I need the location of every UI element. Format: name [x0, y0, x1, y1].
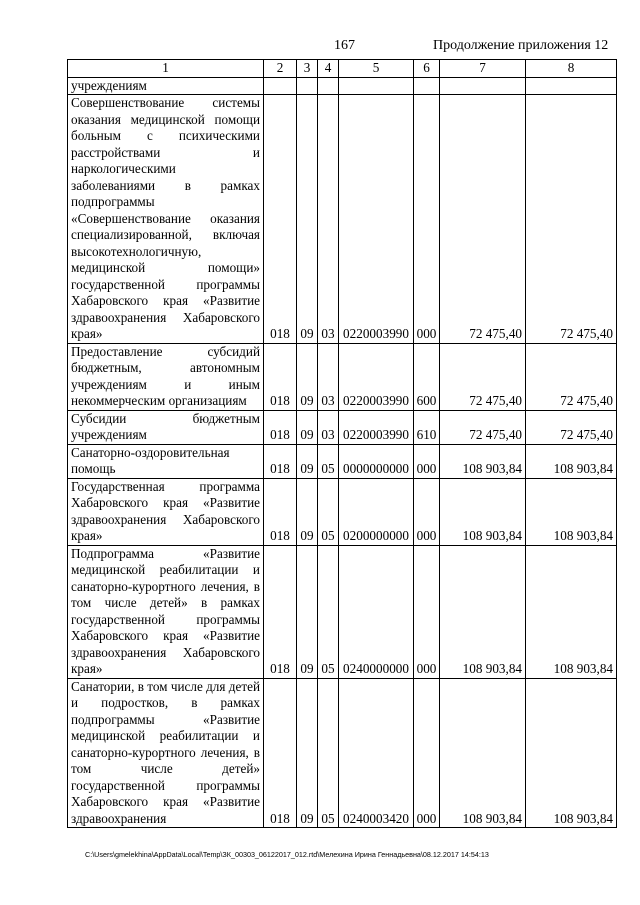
cell-subsection [318, 77, 339, 95]
row-name: Субсидии бюджетным учреждениям [68, 410, 264, 444]
row-name: учреждениям [68, 77, 264, 95]
cell-target-article [339, 77, 414, 95]
cell-section [297, 77, 318, 95]
table-header-row [68, 60, 617, 78]
cell-section: 09 [297, 410, 318, 444]
cell-ministry: 018 [264, 545, 297, 678]
cell-expense-type [414, 77, 440, 95]
column-header-4: 4 [318, 60, 339, 78]
cell-amount-1: 72 475,40 [440, 95, 526, 344]
table-row [68, 678, 617, 828]
cell-subsection: 05 [318, 478, 339, 545]
cell-subsection: 03 [318, 343, 339, 410]
cell-expense-type: 000 [414, 545, 440, 678]
column-header-6: 6 [414, 60, 440, 78]
row-name: Государственная программа Хабаровского края «Развитие здравоохранения Хабаровского края» [68, 478, 264, 545]
row-name: Подпрограмма «Развитие медицинской реабилитации и санаторно-курортного лечения, в том числе детей» в рамках государственной программы Хабаровского края «Развитие здравоохранения Хабаровского края» [68, 545, 264, 678]
cell-section: 09 [297, 95, 318, 344]
column-header-2: 2 [264, 60, 297, 78]
column-header-7: 7 [440, 60, 526, 78]
table-row [68, 343, 617, 410]
cell-ministry: 018 [264, 678, 297, 828]
cell-target-article: 0000000000 [339, 444, 414, 478]
cell-ministry: 018 [264, 343, 297, 410]
cell-section: 09 [297, 478, 318, 545]
row-name: Предоставление субсидий бюджетным, автономным учреждениям и иным некоммерческим организациям [68, 343, 264, 410]
cell-amount-1: 108 903,84 [440, 444, 526, 478]
cell-expense-type: 610 [414, 410, 440, 444]
table-row [68, 77, 617, 95]
cell-target-article: 0200000000 [339, 478, 414, 545]
file-path-footer: C:\Users\gmelekhina\AppData\Local\Temp\ЗК_00303_06122017_012.rtd\Мелехина Ирина Геннадьевна\08.12.2017 14:54:13 [85, 850, 489, 859]
table-row [68, 410, 617, 444]
cell-subsection: 05 [318, 444, 339, 478]
cell-ministry: 018 [264, 444, 297, 478]
cell-target-article: 0220003990 [339, 95, 414, 344]
cell-target-article: 0240000000 [339, 545, 414, 678]
cell-expense-type: 000 [414, 444, 440, 478]
cell-amount-1: 108 903,84 [440, 678, 526, 828]
cell-ministry: 018 [264, 478, 297, 545]
cell-section: 09 [297, 343, 318, 410]
cell-target-article: 0220003990 [339, 343, 414, 410]
cell-section: 09 [297, 545, 318, 678]
cell-section: 09 [297, 444, 318, 478]
appendix-label: Продолжение приложения 12 [433, 38, 609, 53]
cell-amount-2: 72 475,40 [526, 343, 617, 410]
table-row [68, 545, 617, 678]
cell-target-article: 0240003420 [339, 678, 414, 828]
column-header-8: 8 [526, 60, 617, 78]
cell-section: 09 [297, 678, 318, 828]
row-name: Санатории, в том числе для детей и подростков, в рамках подпрограммы «Развитие медицинской реабилитации и санаторно-курортного лечения, в том числе детей» государственной программы Хабаровского края «Развитие здравоохранения [68, 678, 264, 828]
cell-ministry: 018 [264, 95, 297, 344]
column-header-5: 5 [339, 60, 414, 78]
cell-subsection: 03 [318, 410, 339, 444]
cell-subsection: 05 [318, 678, 339, 828]
cell-subsection: 03 [318, 95, 339, 344]
cell-amount-2: 72 475,40 [526, 410, 617, 444]
table-row [68, 444, 617, 478]
cell-amount-1 [440, 77, 526, 95]
column-header-1: 1 [68, 60, 264, 78]
table-body [68, 60, 617, 828]
cell-amount-2 [526, 77, 617, 95]
cell-amount-2: 108 903,84 [526, 545, 617, 678]
table-row [68, 478, 617, 545]
cell-expense-type: 000 [414, 678, 440, 828]
table-row [68, 95, 617, 344]
cell-amount-1: 108 903,84 [440, 478, 526, 545]
cell-subsection: 05 [318, 545, 339, 678]
cell-ministry [264, 77, 297, 95]
column-header-3: 3 [297, 60, 318, 78]
cell-expense-type: 000 [414, 478, 440, 545]
row-name: Санаторно-оздоровительная помощь [68, 444, 264, 478]
cell-amount-2: 72 475,40 [526, 95, 617, 344]
cell-amount-1: 72 475,40 [440, 410, 526, 444]
cell-amount-2: 108 903,84 [526, 678, 617, 828]
cell-ministry: 018 [264, 410, 297, 444]
cell-amount-1: 108 903,84 [440, 545, 526, 678]
cell-amount-2: 108 903,84 [526, 444, 617, 478]
row-name: Совершенствование системы оказания медицинской помощи больным с психическими расстройствами и наркологическими заболеваниями в рамках подпрограммы «Совершенствование оказания специализированной, включая высокотехнологичную, медицинской помощи» государственной программы Хабаровского края «Развитие здравоохранения Хабаровского края» [68, 95, 264, 344]
cell-expense-type: 600 [414, 343, 440, 410]
cell-amount-1: 72 475,40 [440, 343, 526, 410]
budget-table [67, 59, 617, 828]
page-number: 167 [334, 38, 355, 53]
cell-expense-type: 000 [414, 95, 440, 344]
cell-amount-2: 108 903,84 [526, 478, 617, 545]
cell-target-article: 0220003990 [339, 410, 414, 444]
